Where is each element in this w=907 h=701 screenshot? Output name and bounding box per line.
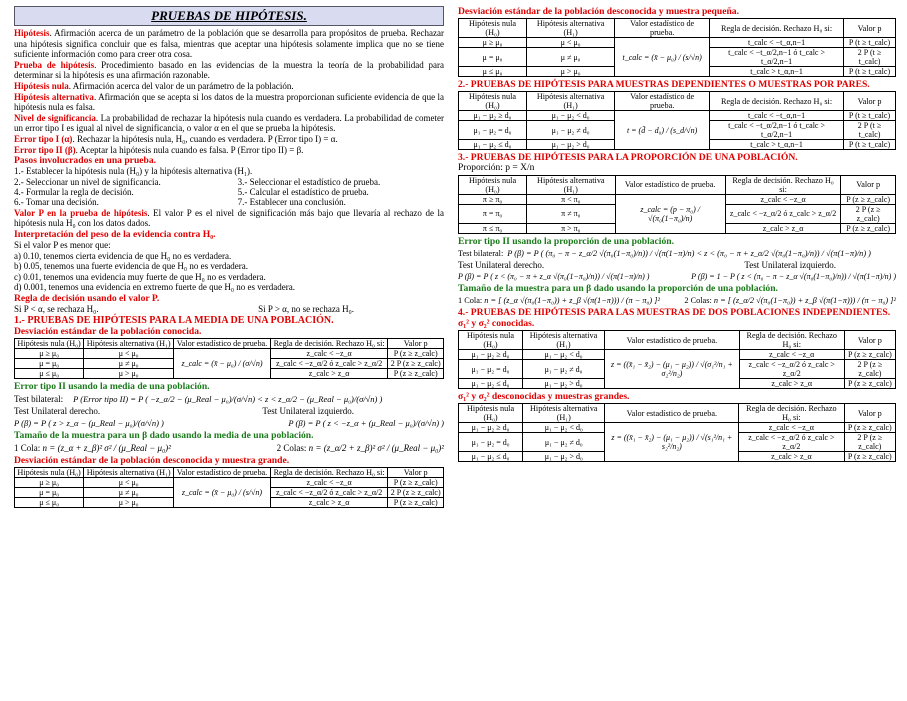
cell-alt: μ₁ − μ₂ > d₀: [526, 140, 614, 150]
section-4-heading: 4.- PRUEBAS DE HIPÓTESIS PARA LAS MUESTRAS DE DOS POBLACIONES INDEPENDIENTES.: [458, 307, 891, 319]
definition-item: [14, 28, 444, 60]
step-6: 6.- Tomar una decisión.: [14, 197, 99, 208]
cell-stat: z = ((x̄₁ − x̄₂) − (μ₁ − μ₂)) / √(s₁²/n₁ + s₂²/n₂): [605, 423, 739, 462]
pvalue-text: . El valor P es el nivel de significación más bajo que llevaría al rechazo de la hipótesis nula H₀ con los datos dados.: [14, 207, 444, 229]
step-2: 2.- Seleccionar un nivel de significancia.: [14, 176, 161, 187]
cell-alt: μ ≠ μ₀: [84, 488, 174, 498]
bilateral-formula: P (Error tipo II) = P ( −z_α/2 − (μ_Real − μ₀)/(σ/√n) < z < z_α/2 − (μ_Real − μ₀)/(σ/√n) ): [73, 393, 383, 404]
cell-null: μ ≤ μ₀: [15, 498, 84, 508]
cell-pvalue: P (z ≥ z_calc): [388, 368, 444, 378]
col-alt: Hipótesis alternativa (H₁): [84, 338, 174, 348]
interp-heading: Interpretación del peso de la evidencia contra H₀.: [14, 228, 216, 240]
step-7: 7.- Establecer una conclusión.: [237, 197, 346, 208]
col-null: Hipótesis nula (H₀): [459, 404, 523, 423]
unilateral-right-formula: P (β) = P ( z > z_α − (μ_Real − μ₀)/(σ/√n) ): [14, 418, 164, 429]
cell-pvalue: P (t ≥ t_calc): [844, 38, 896, 48]
page-title: PRUEBAS DE HIPÓTESIS.: [14, 6, 444, 26]
bilateral-row: [14, 394, 444, 404]
steps-heading: Pasos involucrados en una prueba.: [14, 155, 157, 167]
cell-alt: μ₁ − μ₂ < d₀: [523, 423, 605, 433]
cell-alt: μ ≠ μ₀: [84, 358, 174, 368]
cell-alt: μ ≠ μ₀: [526, 48, 614, 67]
cell-rule: z_calc < −z_α/2 ó z_calc > z_α/2: [739, 360, 844, 379]
table-paired: [458, 91, 896, 150]
section-4-sub-unknown: σ₁² y σ₂² desconocidas y muestras grandes.: [458, 391, 630, 403]
two-tail-formula: n = (z_α/2 + z_β)² σ² / (μ_Real − μ₀)²: [308, 443, 444, 454]
cell-alt: π > π₀: [527, 223, 615, 233]
step-5: 5.- Calcular el estadístico de prueba.: [237, 186, 369, 197]
definition-text: . Aceptar la hipótesis nula cuando es falsa. P (Error tipo II) = β.: [75, 144, 304, 155]
definition-text: . Procedimiento basado en las evidencias de la muestra la teoría de la probabilidad para determinar si la hipótesis es una afirmación razonable.: [14, 59, 444, 81]
size-mean-heading: Tamaño de la muestra para un β dado usando la media de una población.: [14, 430, 314, 442]
section-3-heading: 3.- PRUEBAS DE HIPÓTESIS PARA LA PROPORCIÓN DE UNA POBLACIÓN.: [458, 152, 798, 163]
definition-term: Nivel de significancia: [14, 112, 96, 123]
col-rule: Regla de decisión. Rechazo H₀ si:: [270, 468, 388, 478]
cell-pvalue: P (z ≥ z_calc): [841, 223, 896, 233]
cell-rule: t_calc < −t_α/2,n−1 ó t_calc > t_α/2,n−1: [710, 121, 844, 140]
cell-null: π ≥ π₀: [459, 194, 527, 204]
prop-bilateral-formula: P (β) = P ( (π₀ − π − z_α/2 √(π₀(1−π₀)/n)) / √(π(1−π)/n) < z < (π₀ − π + z_α/2 √(π₀(1−π₀)/n)) / √(π(1−π)/n) ): [507, 248, 871, 258]
cell-pvalue: 2 P (z ≥ z_calc): [841, 204, 896, 223]
unilateral-labels: [14, 406, 444, 417]
prop-unilateral-labels: [458, 260, 896, 271]
col-stat: Valor estadístico de prueba.: [174, 468, 271, 478]
definition-term: Hipótesis alternativa: [14, 91, 94, 102]
definition-text: . Afirmación que se acepta si los datos de la muestra proporcionan suficiente evidencia de que la hipótesis nula es falsa.: [14, 91, 445, 113]
cell-null: μ₁ − μ₂ ≤ d₀: [459, 452, 523, 462]
prop-unilateral-formulas: [458, 272, 896, 281]
col-pvalue: Valor p: [388, 468, 444, 478]
col-null: Hipótesis nula (H₀): [15, 468, 84, 478]
size-prop-one-formula: n = [ (z_α √(π₀(1−π₀)) + z_β √(π(1−π))) / (π − π₀) ]²: [484, 296, 660, 306]
col-null: Hipótesis nula (H₀): [459, 175, 527, 194]
col-alt: Hipótesis alternativa (H₁): [526, 19, 614, 38]
definition-item: [14, 145, 444, 156]
cell-null: μ₁ − μ₂ = d₀: [459, 360, 523, 379]
cell-alt: μ > μ₀: [526, 67, 614, 77]
table-mean-known-sigma: [14, 338, 444, 379]
cell-rule: z_calc < −z_α/2 ó z_calc > z_α/2: [270, 358, 388, 368]
interp-item-d: d) 0.001, tenemos una evidencia en extremo fuerte de que H₀ no es verdadera.: [14, 282, 296, 293]
col-alt: Hipótesis alternativa (H₁): [527, 175, 615, 194]
decision-reject: Si P < α, se rechaza H₀.: [14, 303, 99, 314]
cell-alt: μ₁ − μ₂ < d₀: [522, 350, 604, 360]
cell-pvalue: P (t ≥ t_calc): [844, 67, 896, 77]
cell-alt: μ < μ₀: [526, 38, 614, 48]
error2-prop-heading: Error tipo II usando la proporción de una población.: [458, 235, 675, 247]
definition-item: [14, 60, 444, 81]
cell-pvalue: 2 P (t ≥ t_calc): [844, 121, 896, 140]
cell-rule: z_calc < −z_α/2 ó z_calc > z_α/2: [270, 488, 388, 498]
col-pvalue: Valor p: [388, 338, 444, 348]
col-pvalue: Valor p: [844, 92, 896, 111]
cell-rule: z_calc > z_α: [739, 452, 844, 462]
cell-rule: z_calc < −z_α: [270, 478, 388, 488]
step-1: 1.- Establecer la hipótesis nula (H₀) y la hipótesis alternativa (H₁).: [14, 166, 253, 177]
definition-text: . La probabilidad de rechazar la hipótesis nula cuando es verdadera. La probabilidad de cometer un error tipo I es igual al nivel de significancia, o valor α en el que se prueba la hipótesis.: [14, 112, 444, 134]
one-tail-formula: n = (z_α + z_β)² σ² / (μ_Real − μ₀)²: [42, 443, 171, 454]
section-1-heading: 1.- PRUEBAS DE HIPÓTESIS PARA LA MEDIA DE UNA POBLACIÓN.: [14, 314, 334, 326]
unilateral-formulas: [14, 418, 444, 428]
section-2-heading: 2.- PRUEBAS DE HIPÓTESIS PARA MUESTRAS DEPENDIENTES O MUESTRAS POR PARES.: [458, 79, 870, 90]
cell-alt: μ₁ − μ₂ < d₀: [526, 111, 614, 121]
cell-alt: μ₁ − μ₂ > d₀: [523, 452, 605, 462]
cell-rule: z_calc < −z_α/2 ó z_calc > z_α/2: [739, 433, 844, 452]
definition-term: Hipótesis: [14, 28, 50, 38]
size-prop-heading: Tamaño de la muestra para un β dado usando la proporción de una población.: [458, 283, 778, 295]
unilateral-left-formula: P (β) = P ( z < −z_α + (μ_Real − μ₀)/(σ/√n) ): [288, 418, 444, 429]
cell-pvalue: P (z ≥ z_calc): [844, 423, 895, 433]
cell-stat: t = (d̄ − d₀) / (s_d/√n): [615, 111, 710, 150]
decision-heading: Regla de decisión usando el valor P.: [14, 292, 160, 304]
col-rule: Regla de decisión. Rechazo H₀ si:: [739, 331, 844, 350]
definition-text: . Afirmación acerca de un parámetro de la población que se desarrolla para propósitos de prueba. Rechazar una hipótesis significa concluir que es falsa, mientras que aceptar una hipótesis solamente implica que no se tiene suficiente información como para creer otra cosa.: [14, 28, 444, 60]
cell-alt: μ < μ₀: [84, 478, 174, 488]
cell-rule: t_calc > t_α,n−1: [710, 67, 844, 77]
cell-null: μ ≥ μ₀: [15, 348, 84, 358]
error2-mean-heading: Error tipo II usando la media de una población.: [14, 380, 210, 392]
cell-alt: μ₁ − μ₂ ≠ d₀: [526, 121, 614, 140]
left-column: [14, 6, 444, 510]
col-stat: Valor estadístico de prueba.: [605, 331, 740, 350]
cell-rule: z_calc < −z_α: [739, 350, 844, 360]
definition-item: [14, 134, 444, 145]
col-rule: Regla de decisión. Rechazo H₀ si:: [270, 338, 388, 348]
cell-null: μ₁ − μ₂ = d₀: [459, 433, 523, 452]
cell-alt: μ > μ₀: [84, 368, 174, 378]
cell-pvalue: P (z ≥ z_calc): [841, 194, 896, 204]
pvalue-definition: [14, 208, 444, 229]
decision-rule: [14, 304, 444, 315]
col-stat: Valor estadístico de prueba.: [174, 338, 271, 348]
definition-text: . Rechazar la hipótesis nula, H₀, cuando es verdadera. P (Error tipo I) = α.: [72, 133, 338, 144]
definition-term: Prueba de hipótesis: [14, 59, 95, 70]
two-tail-label: 2 Colas:: [684, 296, 712, 306]
col-alt: Hipótesis alternativa (H₁): [523, 404, 605, 423]
col-null: Hipótesis nula (H₀): [459, 92, 527, 111]
col-rule: Regla de decisión. Rechazo H₀ si:: [725, 175, 840, 194]
cell-rule: z_calc < −z_α: [725, 194, 840, 204]
definition-term: Hipótesis nula: [14, 80, 69, 91]
definition-term: Error tipo II (β): [14, 144, 76, 155]
definition-term: Error tipo I (α): [14, 133, 73, 144]
col-rule: Regla de decisión. Rechazo H₀ si:: [739, 404, 844, 423]
unilateral-left-label: Test Unilateral izquierdo.: [262, 405, 354, 416]
cell-null: μ₁ − μ₂ = d₀: [459, 121, 527, 140]
cell-stat: z_calc = (p − π₀) / √(π₀(1−π₀)/n): [615, 194, 725, 233]
cell-null: μ = μ₀: [15, 358, 84, 368]
unilateral-right-label: Test Unilateral derecho.: [14, 405, 101, 416]
cell-rule: t_calc > t_α,n−1: [710, 140, 844, 150]
cell-pvalue: P (z ≥ z_calc): [388, 478, 444, 488]
cell-null: μ₁ − μ₂ ≥ d₀: [459, 111, 527, 121]
cell-rule: z_calc > z_α: [725, 223, 840, 233]
cell-rule: z_calc > z_α: [270, 498, 388, 508]
cell-pvalue: 2 P (t ≥ t_calc): [844, 48, 896, 67]
size-prop-one-tail: [458, 296, 660, 305]
interp-item-c: c) 0.01, tenemos una evidencia muy fuerte de que H₀ no es verdadera.: [14, 271, 266, 282]
size-mean-formulas: [14, 443, 444, 453]
cell-pvalue: P (z ≥ z_calc): [844, 452, 895, 462]
prop-unilateral-left-formula: P (β) = 1 − P ( z < (π₀ − π − z_α √(π₀(1−π₀)/n)) / √(π(1−π)/n) ): [691, 272, 896, 282]
steps-grid: [14, 166, 444, 208]
interp-item-a: a) 0.10, tenemos cierta evidencia de que H₀ no es verdadera.: [14, 250, 232, 261]
definition-item: [14, 92, 444, 113]
prop-unilateral-right-label: Test Unilateral derecho.: [458, 259, 545, 270]
cell-pvalue: P (z ≥ z_calc): [844, 379, 895, 389]
col-stat: Valor estadístico de prueba.: [605, 404, 739, 423]
cell-rule: t_calc < −t_α/2,n−1 ó t_calc > t_α/2,n−1: [710, 48, 844, 67]
step-4: 4.- Formular la regla de decisión.: [14, 186, 134, 197]
cell-alt: μ₁ − μ₂ ≠ d₀: [523, 433, 605, 452]
cell-null: μ₁ − μ₂ ≥ d₀: [459, 350, 523, 360]
decision-no-reject: Si P > α, no se rechaza H₀.: [258, 303, 354, 314]
size-prop-two-formula: n = [ (z_α/2 √(π₀(1−π₀)) + z_β √(π(1−π))) / (π − π₀) ]²: [713, 296, 896, 306]
cell-rule: t_calc < −t_α,n−1: [710, 111, 844, 121]
cell-rule: z_calc > z_α: [739, 379, 844, 389]
table-proportion: [458, 175, 896, 234]
definition-text: . Afirmación acerca del valor de un parámetro de la población.: [68, 80, 294, 91]
size-prop-two-tail: [684, 296, 896, 305]
interp-item-b: b) 0.05, tenemos una fuerte evidencia de que H₀ no es verdadera.: [14, 261, 249, 272]
cell-null: μ = μ₀: [15, 488, 84, 498]
bilateral-label: Test bilateral:: [14, 393, 64, 404]
definition-item: [14, 113, 444, 134]
col-null: Hipótesis nula (H₀): [15, 338, 84, 348]
cell-pvalue: 2 P (z ≥ z_calc): [844, 433, 895, 452]
table-mean-unknown-small: [458, 18, 896, 77]
cell-alt: μ < μ₀: [84, 348, 174, 358]
table-mean-unknown-large: [14, 467, 444, 508]
cell-pvalue: P (z ≥ z_calc): [388, 348, 444, 358]
size-mean-two-tail: [277, 443, 444, 453]
section-1-sub-known: Desviación estándar de la población conocida.: [14, 325, 202, 337]
prop-unilateral-left-label: Test Unilateral izquierdo.: [744, 259, 836, 270]
cell-null: μ ≤ μ₀: [15, 368, 84, 378]
col-pvalue: Valor p: [844, 331, 895, 350]
cell-rule: z_calc < −z_α: [270, 348, 388, 358]
cell-pvalue: P (t ≥ t_calc): [844, 111, 896, 121]
size-prop-formulas: [458, 296, 896, 305]
prop-bilateral-label: Test bilateral:: [458, 248, 504, 258]
cell-alt: μ₁ − μ₂ > d₀: [522, 379, 604, 389]
col-pvalue: Valor p: [844, 19, 896, 38]
cell-pvalue: 2 P (z ≥ z_calc): [844, 360, 895, 379]
cell-stat: z_calc = (x̄ − μ₀) / (s/√n): [174, 478, 271, 508]
cell-alt: μ > μ₀: [84, 498, 174, 508]
cell-alt: μ₁ − μ₂ ≠ d₀: [522, 360, 604, 379]
cell-rule: t_calc < −t_α,n−1: [710, 38, 844, 48]
cell-null: μ₁ − μ₂ ≤ d₀: [459, 140, 527, 150]
section-1-sub-unknown-large: Desviación estándar de la población desconocida y muestra grande.: [14, 455, 290, 467]
cell-alt: π ≠ π₀: [527, 204, 615, 223]
size-mean-one-tail: [14, 443, 171, 453]
pvalue-term: Valor P en la prueba de hipótesis: [14, 207, 148, 218]
cell-pvalue: 2 P (z ≥ z_calc): [388, 358, 444, 368]
cell-null: π ≤ π₀: [459, 223, 527, 233]
prop-unilateral-right-formula: P (β) = P ( z < (π₀ − π + z_α √(π₀(1−π₀)/n)) / √(π(1−π)/n) ): [458, 272, 650, 282]
cell-pvalue: P (z ≥ z_calc): [844, 350, 895, 360]
table-two-pop-unknown: [458, 403, 896, 462]
cell-stat: t_calc = (x̄ − μ₀) / (s/√n): [615, 38, 710, 77]
col-alt: Hipótesis alternativa (H₁): [526, 92, 614, 111]
cell-rule: z_calc < −z_α/2 ó z_calc > z_α/2: [725, 204, 840, 223]
cell-null: μ = μ₀: [459, 48, 527, 67]
col-pvalue: Valor p: [841, 175, 896, 194]
cell-stat: z = ((x̄₁ − x̄₂) − (μ₁ − μ₂)) / √(σ₁²/n₁ + σ₂²/n₂): [605, 350, 740, 389]
cell-pvalue: P (t ≥ t_calc): [844, 140, 896, 150]
one-tail-label: 1 Cola:: [14, 443, 41, 454]
cell-null: μ₁ − μ₂ ≥ d₀: [459, 423, 523, 433]
cell-alt: π < π₀: [527, 194, 615, 204]
interp-intro: Si el valor P es menor que:: [14, 239, 111, 250]
one-tail-label: 1 Cola:: [458, 296, 483, 306]
step-3: 3.- Seleccionar el estadístico de prueba.: [237, 176, 381, 187]
cell-pvalue: 2 P (z ≥ z_calc): [388, 488, 444, 498]
cell-null: μ ≤ μ₀: [459, 67, 527, 77]
col-alt: Hipótesis alternativa (H₁): [84, 468, 174, 478]
cell-rule: z_calc > z_α: [270, 368, 388, 378]
definition-item: [14, 81, 444, 92]
col-null: Hipótesis nula (H₀): [459, 331, 523, 350]
col-stat: Valor estadístico de prueba.: [615, 19, 710, 38]
col-alt: Hipótesis alternativa (H₁): [522, 331, 604, 350]
cell-null: μ ≥ μ₀: [459, 38, 527, 48]
col-stat: Valor estadístico de prueba.: [615, 92, 710, 111]
section-4-sub-known: σ₁² y σ₂² conocidas.: [458, 318, 535, 330]
section-1-sub-unknown-small: Desviación estándar de la población desconocida y muestra pequeña.: [458, 6, 739, 17]
col-rule: Regla de decisión. Rechazo H₀ si:: [710, 92, 844, 111]
cell-null: π = π₀: [459, 204, 527, 223]
col-stat: Valor estadístico de prueba.: [615, 175, 725, 194]
table-two-pop-known: [458, 330, 896, 389]
definitions: [14, 28, 444, 155]
col-rule: Regla de decisión. Rechazo H₀ si:: [710, 19, 844, 38]
two-tail-label: 2 Colas:: [276, 443, 307, 454]
cell-pvalue: P (z ≥ z_calc): [388, 498, 444, 508]
cell-rule: z_calc < −z_α: [739, 423, 844, 433]
right-column: [458, 6, 896, 464]
proportion-label: Proporción: p = X/n: [458, 163, 535, 173]
prop-bilateral-row: [458, 249, 896, 258]
cell-stat: z_calc = (x̄ − μ₀) / (σ/√n): [174, 348, 271, 378]
col-pvalue: Valor p: [844, 404, 895, 423]
cell-null: μ ≥ μ₀: [15, 478, 84, 488]
col-null: Hipótesis nula (H₀): [459, 19, 527, 38]
cell-null: μ₁ − μ₂ ≤ d₀: [459, 379, 523, 389]
